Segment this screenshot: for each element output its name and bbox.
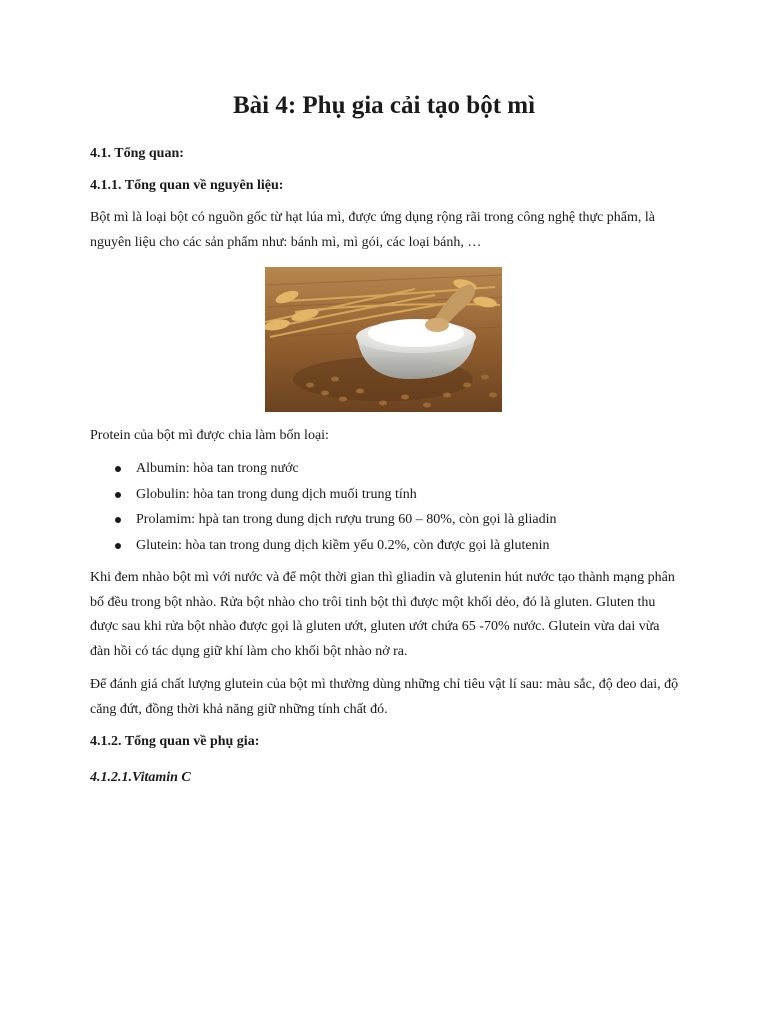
bullet-icon — [115, 492, 121, 498]
bullet-icon — [115, 466, 121, 472]
heading-overview: 4.1. Tổng quan: — [90, 146, 184, 161]
list-item — [115, 509, 557, 535]
gluten-line: được sau khi rửa bột nhào được gọi là gluten ướt, gluten ướt chứa 65 -70% nước. Glutein vừa dai vừa — [90, 619, 660, 634]
bullet-icon — [115, 517, 121, 523]
bullet-icon — [115, 543, 121, 549]
list-item — [115, 535, 557, 561]
gluten-line: Khi đem nhào bột mì với nước và để một thời gian thì gliadin và glutenin hút nước tạo thành mạng phân — [90, 570, 675, 585]
document-title: Bài 4: Phụ gia cải tạo bột mì — [232, 92, 536, 119]
protein-intro: Protein của bột mì được chia làm bốn loại: — [90, 428, 329, 443]
quality-line: Để đánh giá chất lượng glutein của bột mì thường dùng những chỉ tiêu vật lí sau: màu sắc, độ deo dai, độ — [90, 677, 679, 692]
list-item — [115, 458, 557, 484]
intro-paragraph — [90, 206, 680, 255]
gluten-line: đàn hồi có tác dụng giữ khí làm cho khối bột nhào nở ra. — [90, 643, 408, 659]
heading-additives: 4.1.2. Tổng quan về phụ gia: — [90, 734, 260, 749]
intro-line: Bột mì là loại bột có nguồn gốc từ hạt lúa mì, được ứng dụng rộng rãi trong công nghệ thực phẩm, là — [90, 210, 655, 225]
protein-type-text: Albumin: hòa tan trong nước — [136, 461, 299, 476]
gluten-line: bố đều trong bột nhào. Rửa bột nhào cho trôi tinh bột thì được một khối dẻo, đó là gluten. Gluten thu — [90, 594, 656, 610]
quality-paragraph — [90, 673, 680, 722]
heading-vitamin-c: 4.1.2.1.Vitamin C — [90, 770, 191, 785]
heading-raw-material: 4.1.1. Tổng quan về nguyên liệu: — [90, 178, 284, 193]
protein-type-text: Glutein: hòa tan trong dung dịch kiềm yếu 0.2%, còn được gọi là glutenin — [136, 537, 550, 553]
list-item — [115, 484, 557, 510]
flour-wheat-photo — [265, 267, 502, 412]
quality-line: căng đứt, đồng thời khả năng giữ những tính chất đó. — [90, 701, 388, 717]
intro-line: nguyên liệu cho các sản phẩm như: bánh mì, mì gói, các loại bánh, … — [90, 234, 482, 250]
gluten-paragraph — [90, 566, 680, 664]
protein-type-text: Prolamim: hpà tan trong dung dịch rượu trung 60 – 80%, còn gọi là gliadin — [136, 512, 557, 527]
protein-type-text: Globulin: hòa tan trong dung dịch muối trung tính — [136, 486, 417, 502]
protein-type-list — [115, 458, 557, 560]
